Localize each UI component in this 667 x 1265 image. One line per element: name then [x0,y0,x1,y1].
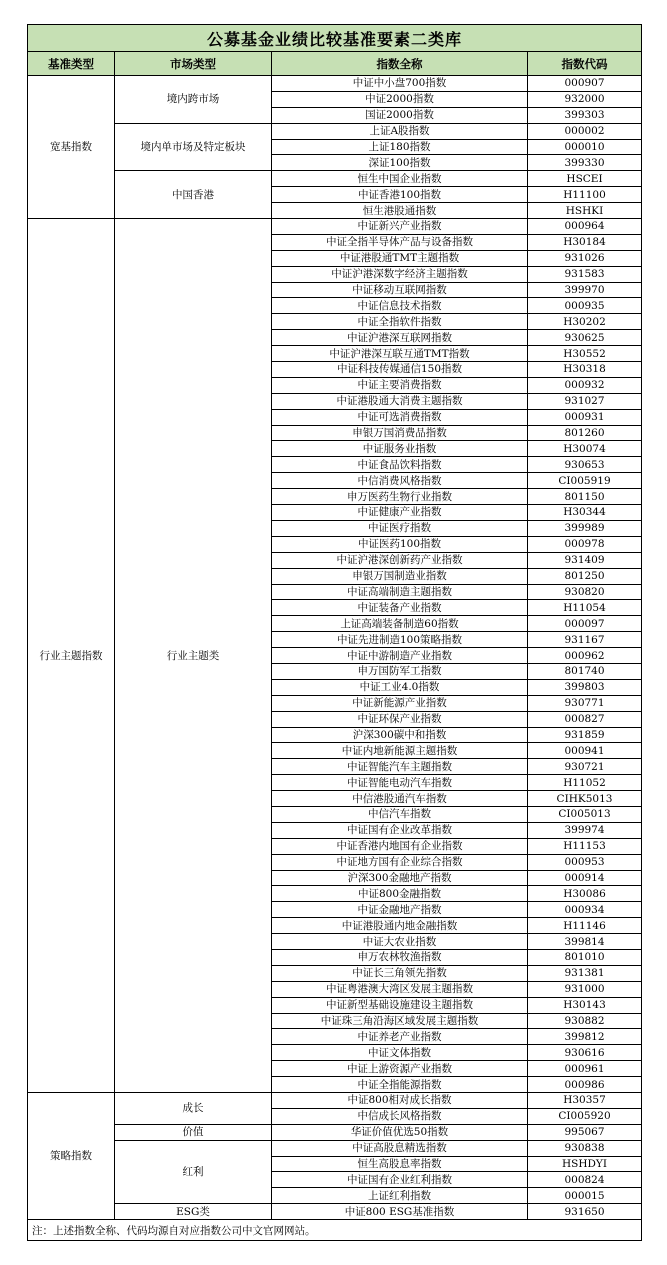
index-code-cell: 000953 [528,854,642,870]
index-name-cell: 上证180指数 [272,139,528,155]
index-name-cell: 中证全指半导体产品与设备指数 [272,234,528,250]
index-name-cell: 上证红利指数 [272,1188,528,1204]
index-code-cell: 000941 [528,743,642,759]
index-name-cell: 中证沪港深创新药产业指数 [272,552,528,568]
index-code-cell: 930838 [528,1140,642,1156]
index-code-cell: 399803 [528,679,642,695]
index-code-cell: 995067 [528,1124,642,1140]
index-name-cell: 申万医药生物行业指数 [272,489,528,505]
index-code-cell: 000961 [528,1061,642,1077]
index-name-cell: 申银万国制造业指数 [272,568,528,584]
index-name-cell: 中证2000指数 [272,91,528,107]
index-code-cell: 399970 [528,282,642,298]
index-name-cell: 中证科技传媒通信150指数 [272,362,528,378]
index-code-cell: H11100 [528,187,642,203]
benchmark-type-cell: 宽基指数 [28,76,115,219]
index-name-cell: 中信汽车指数 [272,806,528,822]
benchmark-table [27,24,642,1241]
index-code-cell: HSHKI [528,203,642,219]
index-name-cell: 中证珠三角沿海区域发展主题指数 [272,1013,528,1029]
index-name-cell: 中证中游制造产业指数 [272,648,528,664]
footnote: 注：上述指数全称、代码均源自对应指数公司中文官网网站。 [28,1220,642,1241]
market-type-cell: 红利 [115,1140,272,1204]
index-name-cell: 中证全指能源指数 [272,1077,528,1093]
header-index-name: 指数全称 [272,52,528,76]
index-code-cell: 931167 [528,632,642,648]
index-name-cell: 中证地方国有企业综合指数 [272,854,528,870]
index-name-cell: 中证食品饮料指数 [272,457,528,473]
table-body [28,76,642,1220]
index-name-cell: 上证A股指数 [272,123,528,139]
index-code-cell: CIHK5013 [528,791,642,807]
index-name-cell: 中证新型基础设施建设主题指数 [272,997,528,1013]
index-code-cell: 000097 [528,616,642,632]
index-code-cell: 930616 [528,1045,642,1061]
index-code-cell: 931000 [528,981,642,997]
header-market-type: 市场类型 [115,52,272,76]
index-name-cell: 中证800 ESG基准指数 [272,1204,528,1220]
index-code-cell: 399814 [528,934,642,950]
index-code-cell: 000931 [528,409,642,425]
index-code-cell: 399989 [528,520,642,536]
market-type-cell: 成长 [115,1093,272,1125]
table-title: 公募基金业绩比较基准要素二类库 [28,25,642,52]
index-name-cell: 中信港股通汽车指数 [272,791,528,807]
index-code-cell: H30184 [528,234,642,250]
index-name-cell: 中证文体指数 [272,1045,528,1061]
index-name-cell: 上证高端装备制造60指数 [272,616,528,632]
index-code-cell: 930820 [528,584,642,600]
index-code-cell: 930721 [528,759,642,775]
index-code-cell: 000827 [528,711,642,727]
index-name-cell: 中证先进制造100策略指数 [272,632,528,648]
index-name-cell: 中证全指软件指数 [272,314,528,330]
index-name-cell: 中证粤港澳大湾区发展主题指数 [272,981,528,997]
index-name-cell: 中证信息技术指数 [272,298,528,314]
index-code-cell: 801010 [528,949,642,965]
index-code-cell: H30074 [528,441,642,457]
index-code-cell: CI005013 [528,806,642,822]
benchmark-type-cell: 策略指数 [28,1093,115,1220]
header-benchmark-type: 基准类型 [28,52,115,76]
index-name-cell: 中证国有企业改革指数 [272,822,528,838]
market-type-cell: 价值 [115,1124,272,1140]
index-code-cell: 931859 [528,727,642,743]
index-name-cell: 中证健康产业指数 [272,505,528,521]
index-name-cell: 恒生中国企业指数 [272,171,528,187]
index-name-cell: 中证国有企业红利指数 [272,1172,528,1188]
index-name-cell: 中证智能汽车主题指数 [272,759,528,775]
index-name-cell: 中证环保产业指数 [272,711,528,727]
index-name-cell: 中证800相对成长指数 [272,1093,528,1109]
index-code-cell: 399812 [528,1029,642,1045]
index-code-cell: HSHDYI [528,1156,642,1172]
index-code-cell: 801740 [528,663,642,679]
index-code-cell: 000962 [528,648,642,664]
index-name-cell: 沪深300金融地产指数 [272,870,528,886]
index-name-cell: 中证装备产业指数 [272,600,528,616]
index-name-cell: 中证主要消费指数 [272,377,528,393]
index-code-cell: 000964 [528,219,642,235]
index-code-cell: 000010 [528,139,642,155]
index-name-cell: 中证香港内地国有企业指数 [272,838,528,854]
index-code-cell: CI005920 [528,1108,642,1124]
index-code-cell: 930882 [528,1013,642,1029]
index-code-cell: 000002 [528,123,642,139]
index-name-cell: 中证港股通大消费主题指数 [272,393,528,409]
index-code-cell: H30357 [528,1093,642,1109]
table-row [28,76,642,92]
benchmark-type-cell: 行业主题指数 [28,219,115,1093]
index-code-cell: H30318 [528,362,642,378]
index-code-cell: 930625 [528,330,642,346]
index-name-cell: 中证港股通TMT主题指数 [272,250,528,266]
index-name-cell: 中证大农业指数 [272,934,528,950]
index-name-cell: 国证2000指数 [272,107,528,123]
index-name-cell: 恒生港股通指数 [272,203,528,219]
table-row [28,219,642,235]
index-code-cell: 000914 [528,870,642,886]
index-name-cell: 中证香港100指数 [272,187,528,203]
table-row [28,1140,642,1156]
index-code-cell: H11146 [528,918,642,934]
index-code-cell: 801250 [528,568,642,584]
index-code-cell: 000824 [528,1172,642,1188]
index-name-cell: 沪深300碳中和指数 [272,727,528,743]
market-type-cell: 境内跨市场 [115,76,272,124]
table-row [28,123,642,139]
index-name-cell: 中证智能电动汽车指数 [272,775,528,791]
index-name-cell: 中证养老产业指数 [272,1029,528,1045]
index-name-cell: 中证中小盘700指数 [272,76,528,92]
index-code-cell: H30086 [528,886,642,902]
index-code-cell: 931026 [528,250,642,266]
index-code-cell: 000934 [528,902,642,918]
table-row [28,1124,642,1140]
index-name-cell: 中信成长风格指数 [272,1108,528,1124]
index-code-cell: 930653 [528,457,642,473]
index-name-cell: 中证内地新能源主题指数 [272,743,528,759]
index-name-cell: 申银万国消费品指数 [272,425,528,441]
index-code-cell: HSCEI [528,171,642,187]
index-code-cell: 930771 [528,695,642,711]
index-name-cell: 中证沪港深互联互通TMT指数 [272,346,528,362]
index-code-cell: 801150 [528,489,642,505]
index-code-cell: CI005919 [528,473,642,489]
index-name-cell: 中证高端制造主题指数 [272,584,528,600]
index-code-cell: 399974 [528,822,642,838]
index-code-cell: 399303 [528,107,642,123]
market-type-cell: ESG类 [115,1204,272,1220]
index-code-cell: 000986 [528,1077,642,1093]
index-name-cell: 中证可选消费指数 [272,409,528,425]
index-name-cell: 中证金融地产指数 [272,902,528,918]
table-row [28,1093,642,1109]
market-type-cell: 中国香港 [115,171,272,219]
header-row [28,52,642,76]
index-code-cell: 931650 [528,1204,642,1220]
index-code-cell: 000907 [528,76,642,92]
index-code-cell: 000932 [528,377,642,393]
table-row [28,171,642,187]
index-name-cell: 申万农林牧渔指数 [272,949,528,965]
index-code-cell: 931027 [528,393,642,409]
index-name-cell: 深证100指数 [272,155,528,171]
index-code-cell: H30552 [528,346,642,362]
index-name-cell: 中证长三角领先指数 [272,965,528,981]
index-code-cell: 931381 [528,965,642,981]
index-code-cell: 000015 [528,1188,642,1204]
index-code-cell: 399330 [528,155,642,171]
index-name-cell: 中证移动互联网指数 [272,282,528,298]
index-name-cell: 中证医疗指数 [272,520,528,536]
table-row [28,1204,642,1220]
index-name-cell: 中证港股通内地金融指数 [272,918,528,934]
index-code-cell: 931409 [528,552,642,568]
index-code-cell: 000978 [528,536,642,552]
header-index-code: 指数代码 [528,52,642,76]
market-type-cell: 行业主题类 [115,219,272,1093]
index-code-cell: 931583 [528,266,642,282]
index-code-cell: 801260 [528,425,642,441]
index-name-cell: 中证沪港深数字经济主题指数 [272,266,528,282]
index-name-cell: 中证上游资源产业指数 [272,1061,528,1077]
index-name-cell: 中证高股息精选指数 [272,1140,528,1156]
index-code-cell: H11052 [528,775,642,791]
index-code-cell: 000935 [528,298,642,314]
index-code-cell: H30202 [528,314,642,330]
index-name-cell: 中证服务业指数 [272,441,528,457]
index-code-cell: H30344 [528,505,642,521]
index-name-cell: 恒生高股息率指数 [272,1156,528,1172]
index-name-cell: 中证800金融指数 [272,886,528,902]
index-name-cell: 中证沪港深互联网指数 [272,330,528,346]
index-name-cell: 中证工业4.0指数 [272,679,528,695]
index-name-cell: 华证价值优选50指数 [272,1124,528,1140]
index-code-cell: 932000 [528,91,642,107]
index-name-cell: 中证新兴产业指数 [272,219,528,235]
index-name-cell: 中证医药100指数 [272,536,528,552]
index-name-cell: 申万国防军工指数 [272,663,528,679]
market-type-cell: 境内单市场及特定板块 [115,123,272,171]
index-name-cell: 中证新能源产业指数 [272,695,528,711]
index-code-cell: H30143 [528,997,642,1013]
index-code-cell: H11054 [528,600,642,616]
index-name-cell: 中信消费风格指数 [272,473,528,489]
index-code-cell: H11153 [528,838,642,854]
